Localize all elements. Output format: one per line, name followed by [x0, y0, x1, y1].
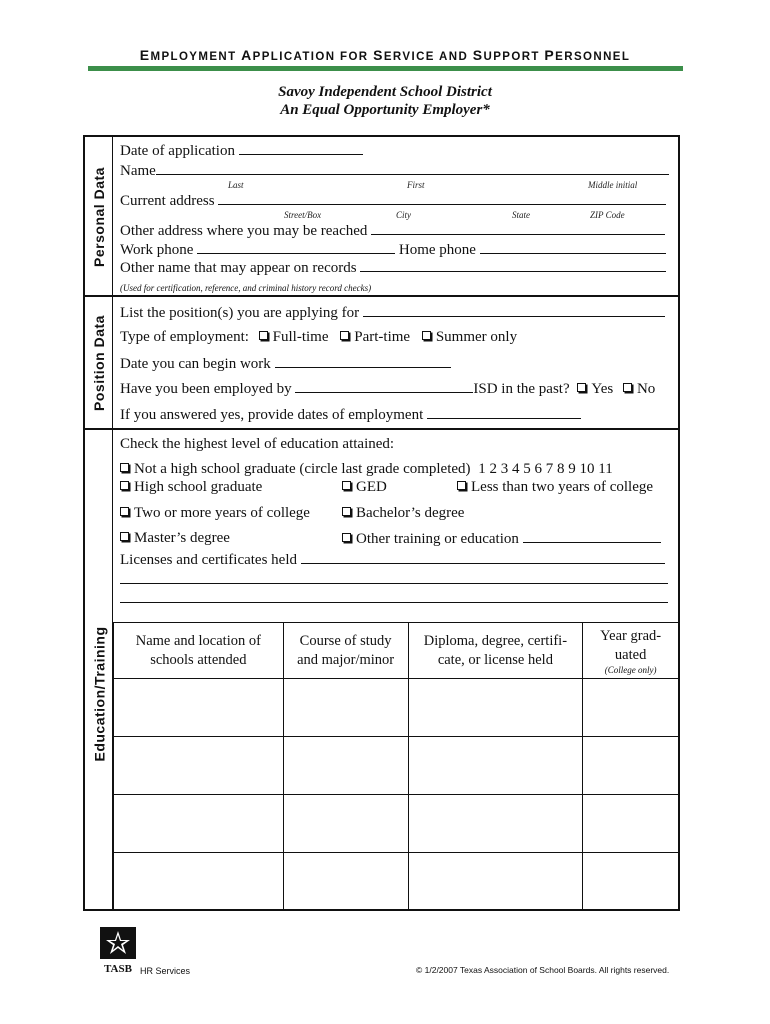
district-name: Savoy Independent School District — [278, 84, 492, 100]
title-initial: S — [472, 47, 484, 63]
table-cell[interactable] — [114, 795, 284, 853]
checkbox[interactable] — [259, 331, 268, 340]
current-address-field[interactable] — [120, 192, 666, 210]
other-name-blank[interactable] — [360, 259, 666, 272]
employment-type-row — [120, 329, 517, 346]
checkbox[interactable] — [120, 463, 129, 472]
title-word: ERVICE AND — [383, 51, 473, 63]
licenses-blank[interactable] — [301, 551, 665, 564]
records-note: (Used for certification, reference, and criminal history record checks) — [120, 283, 372, 293]
checkbox[interactable] — [577, 383, 586, 392]
checkbox[interactable] — [422, 331, 431, 340]
licenses-extra-line[interactable] — [120, 583, 668, 584]
address-sub-zip: ZIP Code — [590, 210, 625, 220]
name-sub-first: First — [407, 180, 425, 190]
checkbox[interactable] — [340, 331, 349, 340]
other-address-label: Other address where you may be reached — [120, 223, 368, 239]
form-title — [0, 47, 770, 63]
address-sub-state: State — [512, 210, 530, 220]
master-option[interactable]: Master’s degree — [120, 530, 230, 547]
table-cell[interactable] — [283, 795, 408, 853]
header-year: Year grad-uated (College only) — [583, 623, 679, 679]
education-check-label: Check the highest level of education attained: — [120, 436, 395, 452]
table-cell[interactable] — [583, 853, 679, 911]
personal-sidebar — [85, 137, 113, 296]
positions-field[interactable] — [120, 304, 665, 322]
copyright-text: © 1/2/2007 Texas Association of School Boards. All rights reserved. — [416, 965, 670, 975]
table-cell[interactable] — [283, 679, 408, 737]
employment-dates-field[interactable] — [120, 406, 581, 424]
table-cell[interactable] — [583, 737, 679, 795]
begin-date-field[interactable] — [120, 355, 451, 373]
work-phone-blank[interactable] — [197, 241, 395, 254]
positions-label: List the position(s) you are applying for — [120, 305, 360, 321]
section-label-education: Education/Training — [91, 626, 108, 762]
address-sub-street: Street/Box — [284, 210, 322, 220]
yes-option[interactable]: Yes — [577, 381, 613, 397]
hs-option[interactable]: High school graduate — [120, 479, 262, 496]
title-initial: P — [544, 47, 556, 63]
other-training-option[interactable]: Other training or education — [342, 530, 661, 548]
bachelor-option[interactable]: Bachelor’s degree — [342, 505, 464, 522]
title-initial: A — [241, 47, 253, 63]
table-cell[interactable] — [408, 679, 583, 737]
parttime-option[interactable]: Part-time — [340, 329, 410, 345]
table-cell[interactable] — [114, 737, 284, 795]
table-cell[interactable] — [408, 795, 583, 853]
table-header-row — [114, 623, 679, 679]
table-cell[interactable] — [283, 737, 408, 795]
employment-type-label: Type of employment: — [120, 329, 249, 345]
table-cell[interactable] — [583, 795, 679, 853]
tasb-logo — [98, 927, 138, 977]
district-blank[interactable] — [295, 380, 473, 393]
hr-services-text: HR Services — [140, 966, 191, 976]
work-phone-label: Work phone — [120, 242, 194, 258]
home-phone-blank[interactable] — [480, 241, 666, 254]
table-row — [114, 737, 679, 795]
schools-table — [113, 622, 679, 911]
checkbox[interactable] — [342, 533, 351, 542]
isd-label: ISD in the past? — [473, 381, 570, 397]
licenses-extra-line[interactable] — [120, 602, 668, 603]
title-word: PPLICATION FOR — [252, 51, 374, 63]
table-row — [114, 679, 679, 737]
svg-text:TASB: TASB — [104, 963, 132, 975]
name-blank[interactable] — [156, 162, 669, 175]
address-blank[interactable] — [218, 192, 666, 205]
header-rule — [88, 66, 683, 71]
licenses-label: Licenses and certificates held — [120, 552, 297, 568]
checkbox[interactable] — [342, 507, 351, 516]
ged-option[interactable]: GED — [342, 479, 387, 496]
checkbox[interactable] — [342, 481, 351, 490]
section-divider — [85, 428, 679, 430]
table-cell[interactable] — [408, 737, 583, 795]
title-word: UPPORT — [483, 51, 545, 63]
table-cell[interactable] — [583, 679, 679, 737]
home-phone-label: Home phone — [398, 242, 476, 258]
positions-blank[interactable] — [363, 304, 665, 317]
other-name-label: Other name that may appear on records — [120, 260, 357, 276]
title-initial: S — [373, 47, 384, 63]
checkbox[interactable] — [120, 481, 129, 490]
no-option[interactable]: No — [623, 381, 655, 397]
position-sidebar — [85, 296, 113, 429]
section-label-position: Position Data — [91, 314, 107, 411]
checkbox[interactable] — [120, 507, 129, 516]
grade-numbers[interactable]: 1 2 3 4 5 6 7 8 9 10 11 — [478, 461, 613, 477]
other-name-field[interactable] — [120, 259, 666, 277]
employer-statement: An Equal Opportunity Employer* — [280, 102, 490, 118]
date-blank[interactable] — [239, 142, 363, 155]
title-word: MPLOYMENT — [150, 51, 242, 63]
employment-dates-blank[interactable] — [427, 406, 581, 419]
name-label: Name — [120, 163, 156, 179]
title-word: ERSONNEL — [555, 51, 631, 63]
date-label: Date of application — [120, 143, 235, 159]
name-sub-middle: Middle initial — [588, 180, 638, 190]
employment-dates-label: If you answered yes, provide dates of employment — [120, 407, 424, 423]
employed-label: Have you been employed by — [120, 381, 292, 397]
checkbox[interactable] — [457, 481, 466, 490]
begin-date-label: Date you can begin work — [120, 356, 271, 372]
name-field[interactable] — [120, 162, 669, 180]
header-schools: Name and location of schools attended — [114, 623, 284, 679]
less-two-years-option[interactable]: Less than two years of college — [457, 479, 653, 496]
header-diploma: Diploma, degree, certifi-cate, or license held — [408, 623, 583, 679]
address-sub-city: City — [396, 210, 411, 220]
date-of-application-field[interactable] — [120, 142, 363, 160]
licenses-field[interactable] — [120, 551, 665, 569]
begin-date-blank[interactable] — [275, 355, 451, 368]
other-address-blank[interactable] — [371, 222, 665, 235]
checkbox[interactable] — [120, 532, 129, 541]
summer-option[interactable]: Summer only — [422, 329, 517, 345]
other-address-field[interactable] — [120, 222, 665, 240]
checkbox[interactable] — [623, 383, 632, 392]
table-row — [114, 853, 679, 911]
table-cell[interactable] — [114, 679, 284, 737]
section-label-personal: Personal Data — [91, 166, 107, 267]
table-cell[interactable] — [408, 853, 583, 911]
name-sub-last: Last — [228, 180, 244, 190]
title-initial: E — [139, 47, 151, 63]
table-cell[interactable] — [114, 853, 284, 911]
phone-fields[interactable] — [120, 241, 666, 259]
fulltime-option[interactable]: Full-time — [259, 329, 329, 345]
not-hs-option[interactable]: Not a high school graduate (circle last grade completed) 1 2 3 4 5 6 7 8 9 10 11 — [120, 461, 613, 478]
two-or-more-option[interactable]: Two or more years of college — [120, 505, 310, 522]
employed-before-row — [120, 380, 655, 398]
education-sidebar — [85, 429, 113, 909]
table-cell[interactable] — [283, 853, 408, 911]
address-label: Current address — [120, 193, 215, 209]
table-row — [114, 795, 679, 853]
other-training-blank[interactable] — [523, 530, 661, 543]
section-divider — [85, 295, 679, 297]
header-course: Course of study and major/minor — [283, 623, 408, 679]
